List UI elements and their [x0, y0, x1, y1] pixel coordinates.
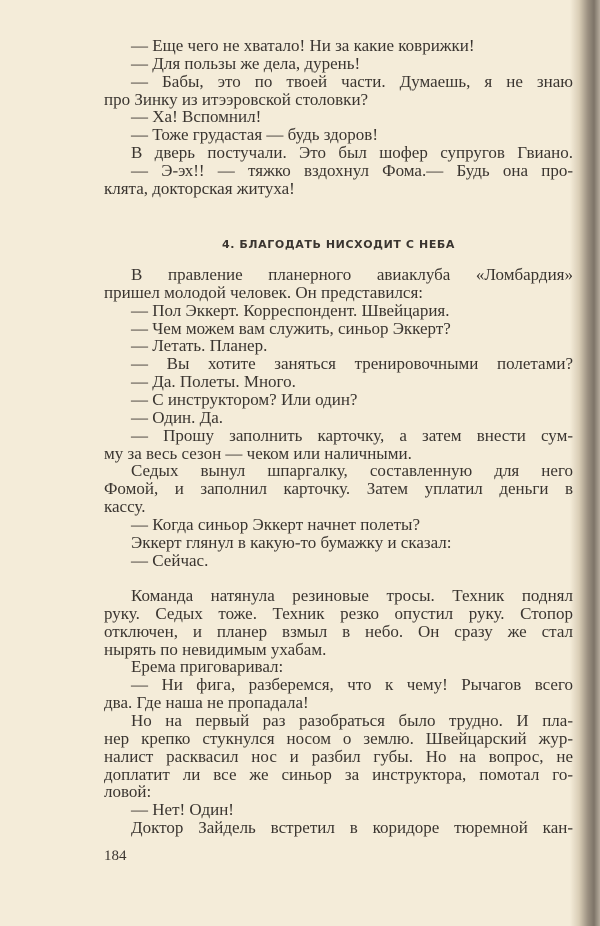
text-line: му за весь сезон — чеком или наличными. — [104, 443, 412, 463]
chapter-heading: 4. БЛАГОДАТЬ НИСХОДИТ С НЕБА — [221, 238, 456, 251]
text-line: Фомой, и заполнил карточку. Затем уплатил деньги в — [104, 480, 573, 499]
text-line: — Сейчас. — [131, 550, 209, 570]
text-line: кассу. — [104, 497, 146, 517]
text-line: — Еще чего не хватало! Ни за какие коврижки! — [131, 36, 475, 55]
text-line: — Для пользы же дела, дурень! — [131, 53, 361, 73]
text-line: Доктор Зайдель встретил в коридоре тюремной кан- — [131, 819, 573, 838]
text-line: Эккерт глянул в какую-то бумажку и сказал: — [131, 532, 452, 552]
text-line: — Э-эх!! — тяжко вздохнул Фома.— Будь она про- — [131, 161, 573, 180]
text-line: — Один. Да. — [131, 407, 224, 427]
page-number: 184 — [104, 848, 127, 864]
text-line: налист расквасил нос и разбил губы. Но на вопрос, не — [104, 747, 573, 766]
text-line: — Бабы, это по твоей части. Думаешь, я не знаю — [131, 72, 573, 91]
text-line: нер крепко стукнулся носом о землю. Швейцарский жур- — [104, 729, 573, 748]
text-line: — Вы хотите заняться тренировочными полетами? — [131, 355, 573, 374]
text-line: В правление планерного авиаклуба «Ломбардия» — [131, 266, 573, 284]
text-line: — Пол Эккерт. Корреспондент. Швейцария. — [131, 300, 450, 320]
text-line: Седых вынул шпаргалку, составленную для него — [131, 462, 573, 481]
text-line: — Ни фига, разберемся, что к чему! Рычагов всего — [131, 676, 573, 695]
text-line: — Чем можем вам служить, синьор Эккерт? — [131, 318, 451, 338]
text-line: — Нет! Один! — [131, 800, 234, 820]
text-line: Но на первый раз разобраться было трудно. И пла- — [131, 711, 573, 730]
text-line: руку. Седых тоже. Техник резко опустил руку. Стопор — [104, 604, 573, 623]
text-line: — Когда синьор Эккерт начнет полеты? — [131, 514, 421, 534]
text-line: пришел молодой человек. Он представился: — [104, 282, 424, 302]
text-line: — Да. Полеты. Много. — [131, 372, 296, 392]
text-line: два. Где наша не пропадала! — [104, 693, 309, 713]
text-line: клята, докторская житуха! — [104, 178, 295, 198]
text-line: нырять по невидимым ухабам. — [104, 639, 327, 659]
text-line: про Зинку из итээровской столовки? — [104, 89, 369, 109]
text-line: — Прошу заполнить карточку, а затем внести сум- — [131, 426, 573, 445]
text-line: — Летать. Планер. — [131, 336, 268, 356]
text-line: Ерема приговаривал: — [131, 657, 284, 677]
text-line: В дверь постучали. Это был шофер супругов Гвиано. — [131, 144, 573, 163]
book-binding-shadow — [570, 0, 600, 926]
text-line: Команда натянула резиновые тросы. Техник поднял — [131, 587, 573, 605]
text-line: доплатит ли все же синьор за инструктора, помотал го- — [104, 765, 573, 784]
text-line: — Тоже грудастая — будь здоров! — [131, 125, 378, 145]
text-line: отключен, и планер взмыл в небо. Он сразу же стал — [104, 622, 573, 641]
text-line: — С инструктором? Или один? — [131, 389, 358, 409]
text-line: — Ха! Вспомнил! — [131, 107, 262, 127]
text-line: ловой: — [104, 782, 152, 802]
